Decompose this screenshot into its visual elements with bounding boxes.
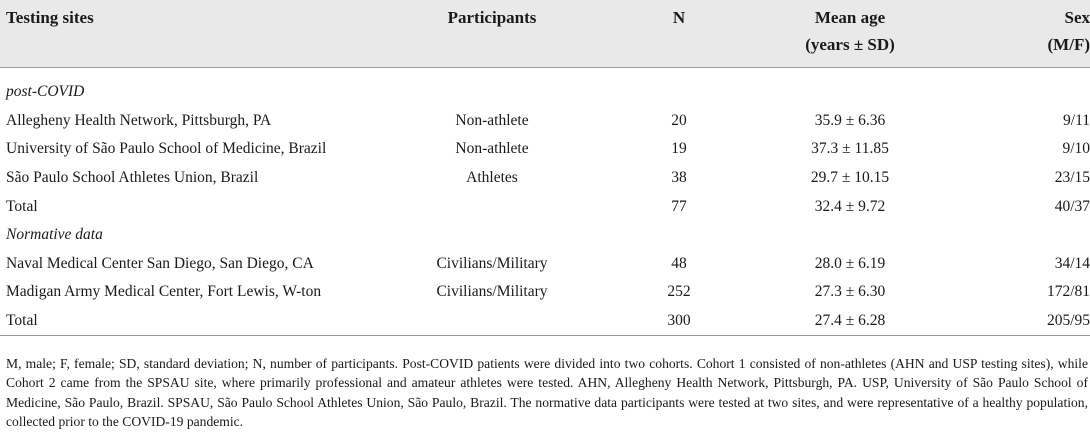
cell-mean-age: 28.0 ± 6.19 xyxy=(814,254,886,272)
header-participants-label: Participants xyxy=(447,8,537,27)
cell-sex: 9/11 xyxy=(1063,111,1090,129)
table-row xyxy=(0,135,1090,164)
table-row xyxy=(0,278,1090,307)
cell-site: Madigan Army Medical Center, Fort Lewis, W-ton xyxy=(6,283,322,301)
cell-sex: 34/14 xyxy=(1054,254,1090,272)
cell-n: 77 xyxy=(671,197,687,215)
cell-site: Naval Medical Center San Diego, San Diego, CA xyxy=(6,254,314,272)
cell-n: 252 xyxy=(667,283,691,301)
section-title: Normative data xyxy=(6,226,103,244)
cell-participants: Non-athlete xyxy=(455,140,529,158)
header-mean-age-line2: (years ± SD) xyxy=(805,35,895,54)
cell-sex: 23/15 xyxy=(1054,169,1090,187)
cell-sex: 40/37 xyxy=(1054,197,1090,215)
cell-participants xyxy=(368,192,616,221)
cell-n: 38 xyxy=(671,169,687,187)
cell-site: Total xyxy=(6,197,38,215)
header-participants xyxy=(368,0,616,68)
cell-n: 20 xyxy=(671,111,687,129)
table-row-total xyxy=(0,307,1090,336)
cell-mean-age: 27.3 ± 6.30 xyxy=(814,283,886,301)
header-testing-sites xyxy=(0,0,368,68)
header-n-label: N xyxy=(672,8,686,27)
cell-site: Total xyxy=(0,307,368,336)
section-title: post-COVID xyxy=(6,83,85,101)
cell-n: 48 xyxy=(671,254,687,272)
header-row xyxy=(0,0,1090,68)
table-row-total xyxy=(0,192,1090,221)
header-testing-sites-label: Testing sites xyxy=(6,8,94,27)
cell-participants xyxy=(368,307,616,336)
section-row-normative-data xyxy=(0,221,1090,250)
cell-mean-age: 35.9 ± 6.36 xyxy=(814,111,886,129)
header-sex-line2: (M/F) xyxy=(1047,35,1090,54)
cell-participants: Non-athlete xyxy=(455,111,529,129)
cell-participants: Civilians/Military xyxy=(436,283,548,301)
cell-sex: 9/10 xyxy=(1062,140,1090,158)
table-body xyxy=(0,68,1090,336)
header-n xyxy=(616,0,742,68)
cell-mean-age: 27.4 ± 6.28 xyxy=(742,307,958,336)
cell-sex: 205/95 xyxy=(958,307,1090,336)
cell-mean-age: 37.3 ± 11.85 xyxy=(811,140,889,158)
table-header xyxy=(0,0,1090,68)
header-mean-age xyxy=(742,0,958,68)
cell-n: 300 xyxy=(616,307,742,336)
cell-site: São Paulo School Athletes Union, Brazil xyxy=(6,169,259,187)
spacer-row xyxy=(0,68,1090,79)
cell-mean-age: 32.4 ± 9.72 xyxy=(814,197,886,215)
cell-n: 19 xyxy=(671,140,687,158)
table-row xyxy=(0,107,1090,136)
header-sex xyxy=(958,0,1090,68)
cell-participants: Athletes xyxy=(466,169,518,187)
section-row-post-covid xyxy=(0,78,1090,107)
table-footnote: M, male; F, female; SD, standard deviation; N, number of participants. Post-COVID patients were divided into two cohorts. Cohort 1 consisted of non-athletes (AHN and USP testing sites), while Cohort 2 came from the SPSAU site, where primarily professional and amateur athletes were tested. AHN, Allegheny Health Network, Pittsburgh, PA. USP, University of São Paulo School of Medicine, São Paulo, Brazil. SPSAU, São Paulo School Athletes Union, São Paulo, Brazil. The normative data participants were tested at two sites, and were representative of a healthy population, collected prior to the COVID-19 pandemic. xyxy=(6,355,1088,430)
cell-site: University of São Paulo School of Medicine, Brazil xyxy=(6,140,327,158)
cell-site: Allegheny Health Network, Pittsburgh, PA xyxy=(6,111,272,129)
cell-participants: Civilians/Military xyxy=(436,254,548,272)
cell-mean-age: 29.7 ± 10.15 xyxy=(810,169,890,187)
cell-sex: 172/81 xyxy=(1046,283,1090,301)
header-sex-line1: Sex xyxy=(1064,8,1090,27)
table-row xyxy=(0,164,1090,193)
table-row xyxy=(0,250,1090,279)
header-mean-age-line1: Mean age xyxy=(814,8,886,27)
